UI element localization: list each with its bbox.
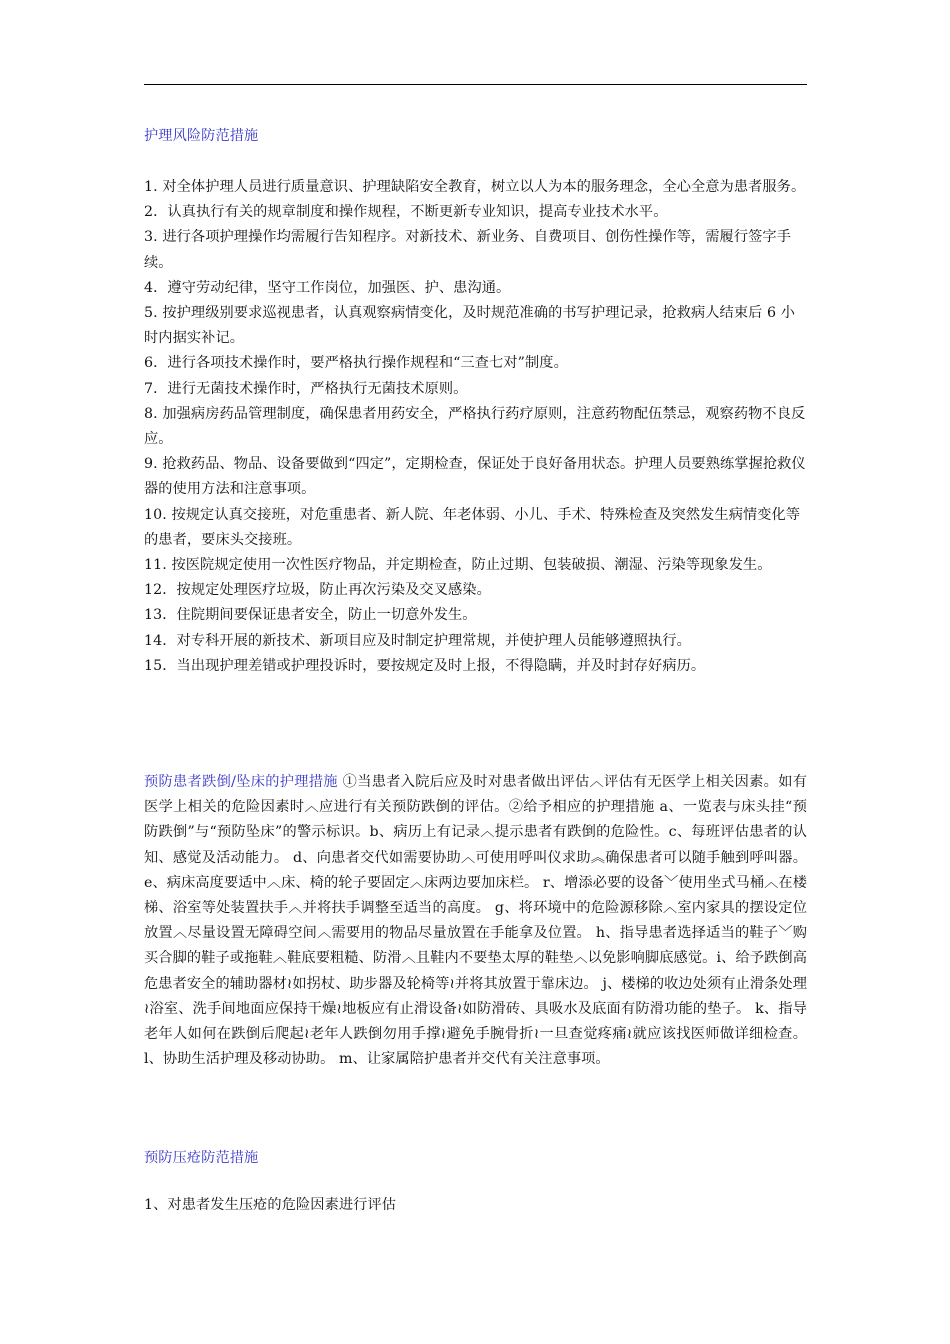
header-rule [144,84,807,85]
list-item: 6．进行各项技术操作时，要严格执行操作规程和“三查七对”制度。 [144,355,568,372]
list-item: 12．按规定处理医疗垃圾，防止再次污染及交叉感染。 [144,582,491,599]
list-item: 1. 对全体护理人员进行质量意识、护理缺陷安全教育，树立以人为本的服务理念，全心全意为患者服务。 [144,179,806,195]
list-item: 3. 进行各项护理操作均需履行告知程序。对新技术、新业务、自费项目、创伤性操作等，需履行签字手续。 [144,229,791,271]
list-item: 11. 按医院规定使用一次性医疗物品，并定期检查，防止过期、包装破损、潮湿、污染等现象发生。 [144,557,772,574]
risk-measures-list [144,175,807,679]
list-item: 7．进行无菌技术操作时，严格执行无菌技术原则。 [144,380,468,397]
list-item: 9. 抢救药品、物品、设备要做到“四定”，定期检查，保证处于良好备用状态。护理人员要熟练掌握抢救仪器的使用方法和注意事项。 [144,456,806,498]
list-item: 5. 按护理级别要求巡视患者，认真观察病情变化，及时规范准确的书写护理记录，抢救病人结束后 6 小时内据实补记。 [144,305,796,347]
fall-prevention-paragraph [144,770,807,1072]
list-item: 4．遵守劳动纪律，坚守工作岗位，加强医、护、患沟通。 [144,279,511,296]
section-heading-pressure-sore: 预防压疮防范措施 [144,1150,259,1166]
fall-prevention-body: ①当患者入院后应及时对患者做出评估︿评估有无医学上相关因素。如有医学上相关的危险因素时︿应进行有关预防跌倒的评估。②给予相应的护理措施 a、一览表与床头挂“预防跌倒”与“预防坠床”的警示标识。b、病历上有记录︿提示患者有跌倒的危险性。c、每班评估患者的认知、感觉及活动能力。 d、向患者交代如需要协助︿可使用呼叫仪求助︽确保患者可以随手触到呼叫器。 e、病床高度要适中︿床、椅的轮子要固定︿床两边要加床栏。 r、增添必要的设备﹀使用坐式马桶︿在楼梯、浴室等处装置扶手︿并将扶手调整至适当的高度。 g、将环境中的危险源移除︿室内家具的摆设定位放置︿尽量设置无障碍空间︿需要用的物品尽量放置在手能拿及位置。 h、指导患者选择适当的鞋子﹀购买合脚的鞋子或拖鞋︿鞋底要粗糙、防滑︿且鞋内不要垫太厚的鞋垫︿以免影响脚底感觉。i、给予跌倒高危患者安全的辅助器材≀如拐杖、助步器及轮椅等≀并将其放置于靠床边。 j、楼梯的收边处须有止滑条处理≀浴室、洗手间地面应保持干燥≀地板应有止滑设备≀如防滑砖、具吸水及底面有防滑功能的垫子。 k、指导老年人如何在跌倒后爬起≀老年人跌倒勿用手撑≀避免手腕骨折≀一旦查觉疼痛≀就应该找医师做详细检查。 l、协助生活护理及移动协助。 m、让家属陪护患者并交代有关注意事项。 [144,774,808,1068]
list-item: 13．住院期间要保证患者安全，防止一切意外发生。 [144,607,477,624]
pressure-sore-item: 1、对患者发生压疮的危险因素进行评估 [144,1197,397,1213]
list-item: 10. 按规定认真交接班，对危重患者、新人院、年老体弱、小儿、手术、特殊检查及突然发生病情变化等的患者，要床头交接班。 [144,506,801,548]
section-heading-fall-prevention: 预防患者跌倒/坠床的护理措施 [144,774,338,790]
list-item: 15．当出现护理差错或护理投诉时，要按规定及时上报，不得隐瞒，并及时封存好病历。 [144,657,706,674]
list-item: 14．对专科开展的新技术、新项目应及时制定护理常规，并使护理人员能够遵照执行。 [144,632,691,649]
list-item: 2．认真执行有关的规章制度和操作规程，不断更新专业知识，提高专业技术水平。 [144,204,668,221]
list-item: 8. 加强病房药品管理制度，确保患者用药安全，严格执行药疗原则，注意药物配伍禁忌，观察药物不良反应。 [144,405,806,448]
section-heading-risk-prevention: 护理风险防范措施 [144,128,259,144]
